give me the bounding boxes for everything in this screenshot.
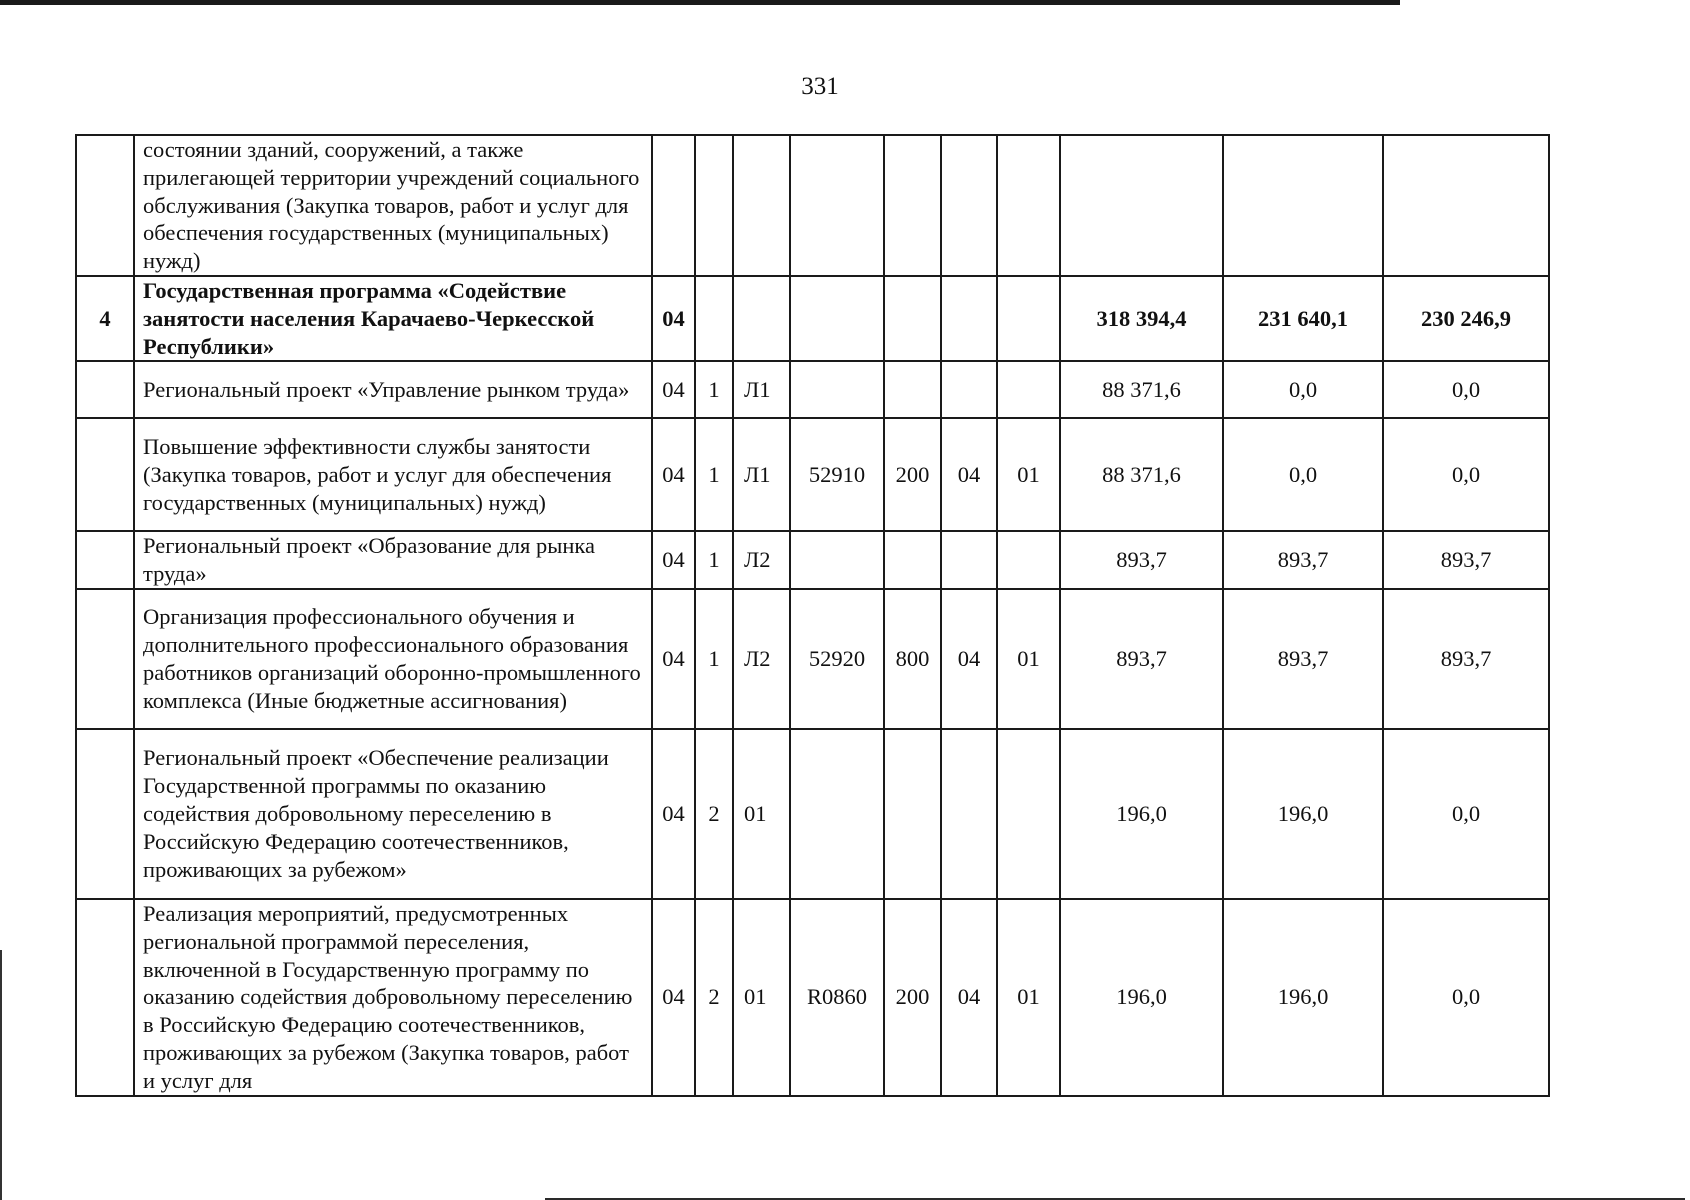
amount-year-1: 88 371,6: [1060, 361, 1223, 418]
scan-border-left: [0, 950, 2, 1200]
osm-code: Л2: [733, 531, 790, 589]
amount-year-1: 196,0: [1060, 899, 1223, 1096]
osm-code: 01: [733, 899, 790, 1096]
amount-year-1: 318 394,4: [1060, 276, 1223, 361]
row-description: Региональный проект «Образование для рынка труда»: [134, 531, 652, 589]
table-row: [76, 589, 1549, 729]
row-description: Организация профессионального обучения и дополнительного профессионального образования работников организаций оборонно-промышленного комплекса (Иные бюджетные ассигнования): [134, 589, 652, 729]
amount-year-3: 0,0: [1383, 899, 1549, 1096]
row-description: Повышение эффективности службы занятости (Закупка товаров, работ и услуг для обеспечения государственных (муниципальных) нужд): [134, 418, 652, 531]
target-code: [790, 531, 884, 589]
osm-code: 01: [733, 729, 790, 899]
vr-code: 200: [884, 418, 941, 531]
pr-code: 01: [997, 899, 1060, 1096]
vr-code: [884, 531, 941, 589]
pp-code: 1: [695, 361, 733, 418]
pr-code: [997, 531, 1060, 589]
target-code: [790, 361, 884, 418]
amount-year-1: 88 371,6: [1060, 418, 1223, 531]
vr-code: [884, 729, 941, 899]
table-row: [76, 899, 1549, 1096]
pr-code: 01: [997, 418, 1060, 531]
table-row: [76, 418, 1549, 531]
scan-border-top: [0, 0, 1400, 5]
amount-year-1: 196,0: [1060, 729, 1223, 899]
pp-code: 2: [695, 729, 733, 899]
rz-code: [941, 361, 997, 418]
rz-code: [941, 276, 997, 361]
gp-code: 04: [652, 531, 695, 589]
row-number: [76, 589, 134, 729]
row-number: [76, 135, 134, 276]
table-row: [76, 135, 1549, 276]
amount-year-1: 893,7: [1060, 589, 1223, 729]
row-number: 4: [76, 276, 134, 361]
target-code: R0860: [790, 899, 884, 1096]
rz-code: [941, 531, 997, 589]
osm-code: Л1: [733, 361, 790, 418]
gp-code: 04: [652, 899, 695, 1096]
pr-code: [997, 729, 1060, 899]
row-number: [76, 361, 134, 418]
amount-year-2: 893,7: [1223, 589, 1383, 729]
target-code: 52910: [790, 418, 884, 531]
amount-year-3: 893,7: [1383, 531, 1549, 589]
gp-code: 04: [652, 589, 695, 729]
page-number: 331: [801, 73, 839, 100]
amount-year-3: 230 246,9: [1383, 276, 1549, 361]
amount-year-3: 0,0: [1383, 361, 1549, 418]
pr-code: [997, 361, 1060, 418]
row-description: Государственная программа «Содействие занятости населения Карачаево-Черкесской Республики»: [134, 276, 652, 361]
gp-code: 04: [652, 361, 695, 418]
pp-code: [695, 135, 733, 276]
amount-year-3: 0,0: [1383, 729, 1549, 899]
amount-year-2: 196,0: [1223, 729, 1383, 899]
vr-code: [884, 361, 941, 418]
pp-code: 1: [695, 531, 733, 589]
amount-year-2: 893,7: [1223, 531, 1383, 589]
rz-code: [941, 729, 997, 899]
table-row: [76, 276, 1549, 361]
rz-code: 04: [941, 899, 997, 1096]
amount-year-1: [1060, 135, 1223, 276]
osm-code: [733, 135, 790, 276]
pr-code: [997, 135, 1060, 276]
pr-code: [997, 276, 1060, 361]
target-code: [790, 729, 884, 899]
gp-code: 04: [652, 729, 695, 899]
gp-code: 04: [652, 418, 695, 531]
amount-year-1: 893,7: [1060, 531, 1223, 589]
gp-code: 04: [652, 276, 695, 361]
amount-year-2: 0,0: [1223, 361, 1383, 418]
row-description: Реализация мероприятий, предусмотренных региональной программой переселения, включенной в Государственную программу по оказанию содействия добровольному переселению в Российскую Федерацию соотечественников, проживающих за рубежом (Закупка товаров, работ и услуг для: [134, 899, 652, 1096]
rz-code: 04: [941, 589, 997, 729]
amount-year-2: 231 640,1: [1223, 276, 1383, 361]
vr-code: 800: [884, 589, 941, 729]
amount-year-3: [1383, 135, 1549, 276]
table-row: [76, 361, 1549, 418]
amount-year-2: 196,0: [1223, 899, 1383, 1096]
row-number: [76, 899, 134, 1096]
table-row: [76, 531, 1549, 589]
amount-year-3: 893,7: [1383, 589, 1549, 729]
target-code: 52920: [790, 589, 884, 729]
row-description: Региональный проект «Обеспечение реализации Государственной программы по оказанию содействия добровольному переселению в Российскую Федерацию соотечественников, проживающих за рубежом»: [134, 729, 652, 899]
osm-code: [733, 276, 790, 361]
rz-code: 04: [941, 418, 997, 531]
target-code: [790, 276, 884, 361]
gp-code: [652, 135, 695, 276]
budget-table: [75, 134, 1550, 1097]
amount-year-2: 0,0: [1223, 418, 1383, 531]
row-description: Региональный проект «Управление рынком труда»: [134, 361, 652, 418]
pp-code: [695, 276, 733, 361]
table-row: [76, 729, 1549, 899]
pp-code: 1: [695, 418, 733, 531]
row-number: [76, 531, 134, 589]
row-number: [76, 729, 134, 899]
target-code: [790, 135, 884, 276]
pp-code: 1: [695, 589, 733, 729]
vr-code: [884, 276, 941, 361]
amount-year-2: [1223, 135, 1383, 276]
row-number: [76, 418, 134, 531]
pp-code: 2: [695, 899, 733, 1096]
osm-code: Л2: [733, 589, 790, 729]
amount-year-3: 0,0: [1383, 418, 1549, 531]
pr-code: 01: [997, 589, 1060, 729]
rz-code: [941, 135, 997, 276]
row-description: состоянии зданий, сооружений, а также прилегающей территории учреждений социального обслуживания (Закупка товаров, работ и услуг для обеспечения государственных (муниципальных) нужд): [134, 135, 652, 276]
vr-code: 200: [884, 899, 941, 1096]
vr-code: [884, 135, 941, 276]
osm-code: Л1: [733, 418, 790, 531]
